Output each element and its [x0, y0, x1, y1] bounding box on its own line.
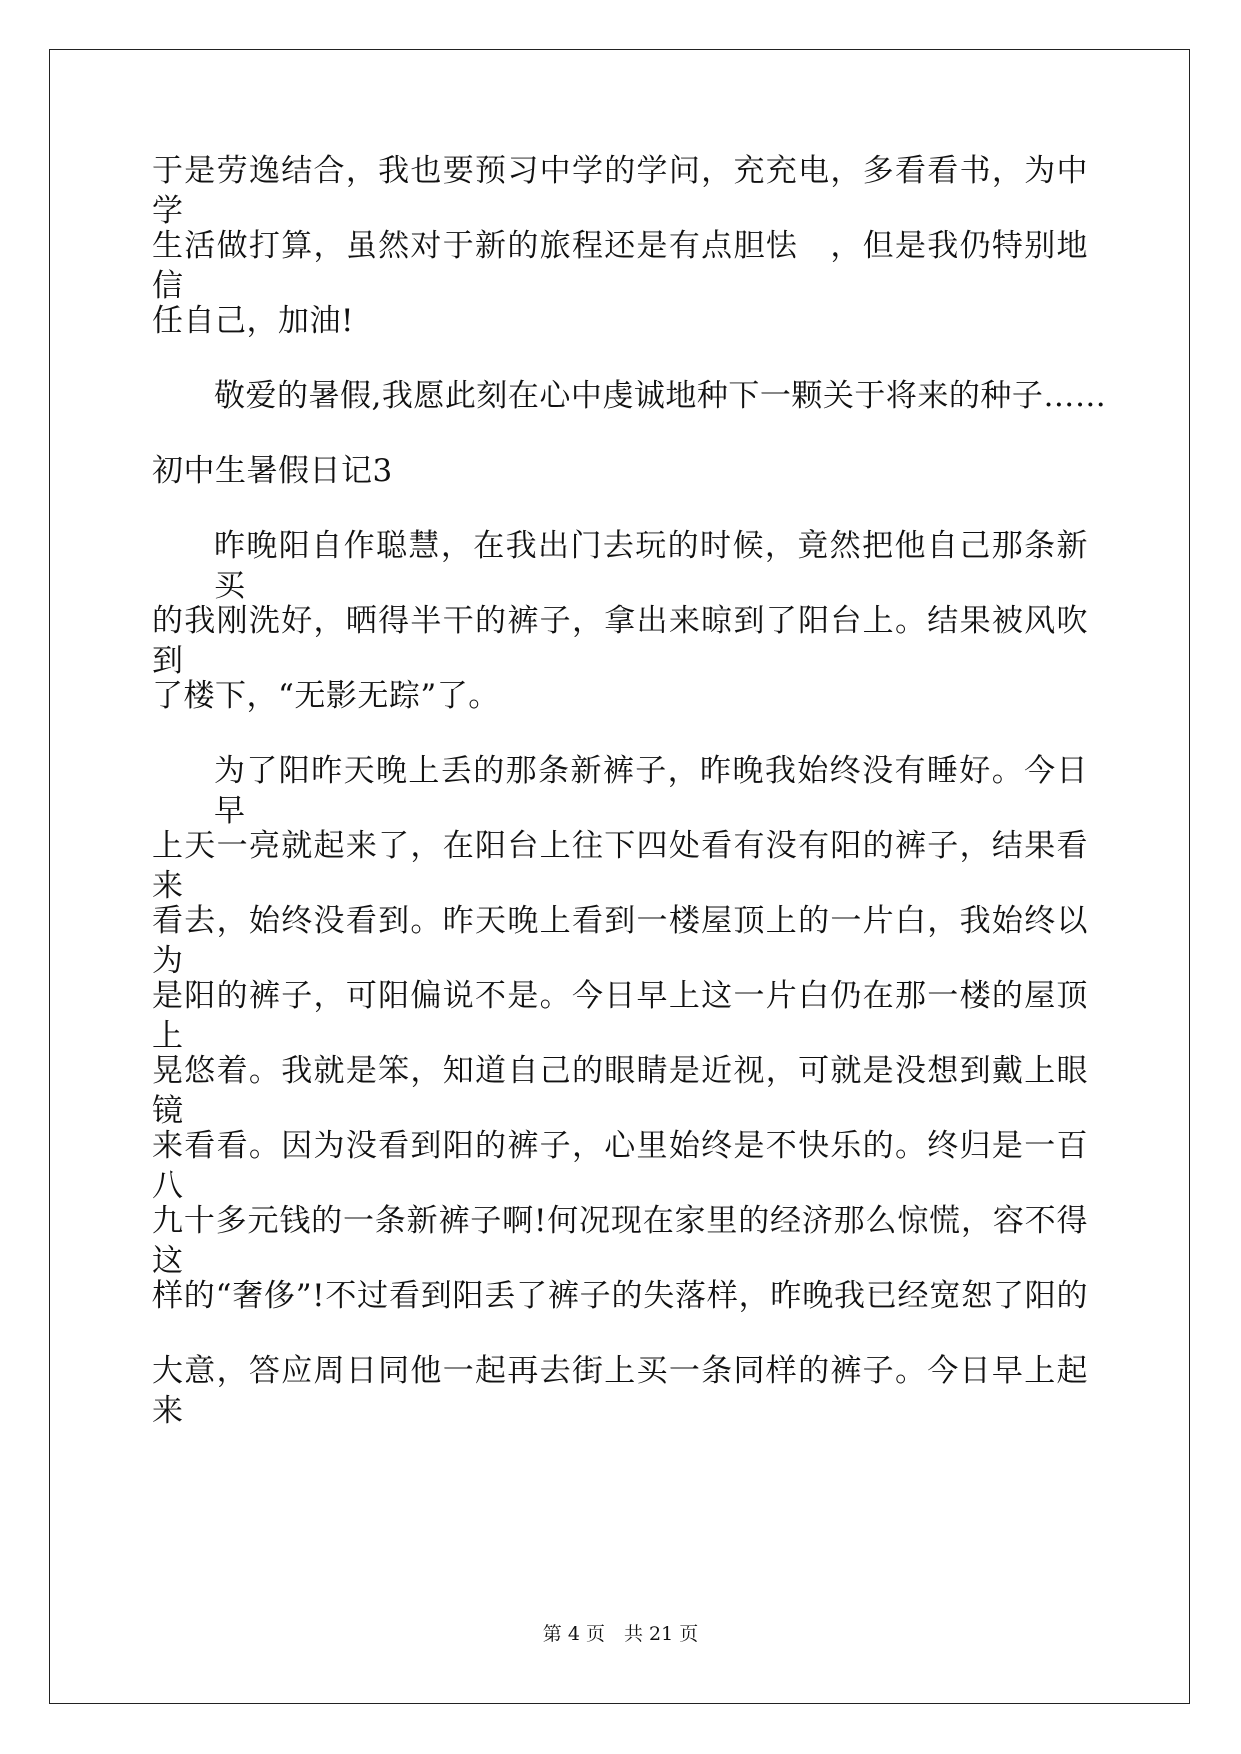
- text-line: 敬爱的暑假,我愿此刻在心中虔诚地种下一颗关于将来的种子……: [214, 378, 1107, 414]
- section-heading: 初中生暑假日记3: [152, 453, 393, 489]
- text-line: 为了阳昨天晚上丢的那条新裤子，昨晚我始终没有睡好。今日早: [214, 753, 1088, 829]
- text-line: 生活做打算，虽然对于新的旅程还是有点胆怯 ，但是我仍特别地信: [152, 228, 1088, 304]
- text-line: 来看看。因为没看到阳的裤子，心里始终是不快乐的。终归是一百八: [152, 1128, 1088, 1204]
- text-line: 昨晚阳自作聪慧，在我出门去玩的时候，竟然把他自己那条新买: [214, 528, 1088, 604]
- text-line: 看去，始终没看到。昨天晚上看到一楼屋顶上的一片白，我始终以为: [152, 903, 1088, 979]
- page-number: 第 4 页 共 21 页: [542, 1623, 699, 1645]
- text-line: 的我刚洗好，晒得半干的裤子，拿出来晾到了阳台上。结果被风吹到: [152, 603, 1088, 679]
- text-line: 九十多元钱的一条新裤子啊!何况现在家里的经济那么惊慌，容不得这: [152, 1203, 1088, 1279]
- text-line: 于是劳逸结合，我也要预习中学的学问，充充电，多看看书，为中学: [152, 153, 1088, 229]
- text-line: 了楼下，“无影无踪”了。: [152, 678, 500, 714]
- text-line: 样的“奢侈”!不过看到阳丢了裤子的失落样，昨晚我已经宽恕了阳的: [152, 1278, 1088, 1314]
- text-line: 任自己，加油!: [152, 303, 354, 339]
- text-line: 上天一亮就起来了，在阳台上往下四处看有没有阳的裤子，结果看来: [152, 828, 1088, 904]
- text-line: 大意，答应周日同他一起再去街上买一条同样的裤子。今日早上起来: [152, 1353, 1088, 1429]
- text-line: 是阳的裤子，可阳偏说不是。今日早上这一片白仍在那一楼的屋顶上: [152, 978, 1088, 1054]
- text-line: 晃悠着。我就是笨，知道自己的眼睛是近视，可就是没想到戴上眼镜: [152, 1053, 1088, 1129]
